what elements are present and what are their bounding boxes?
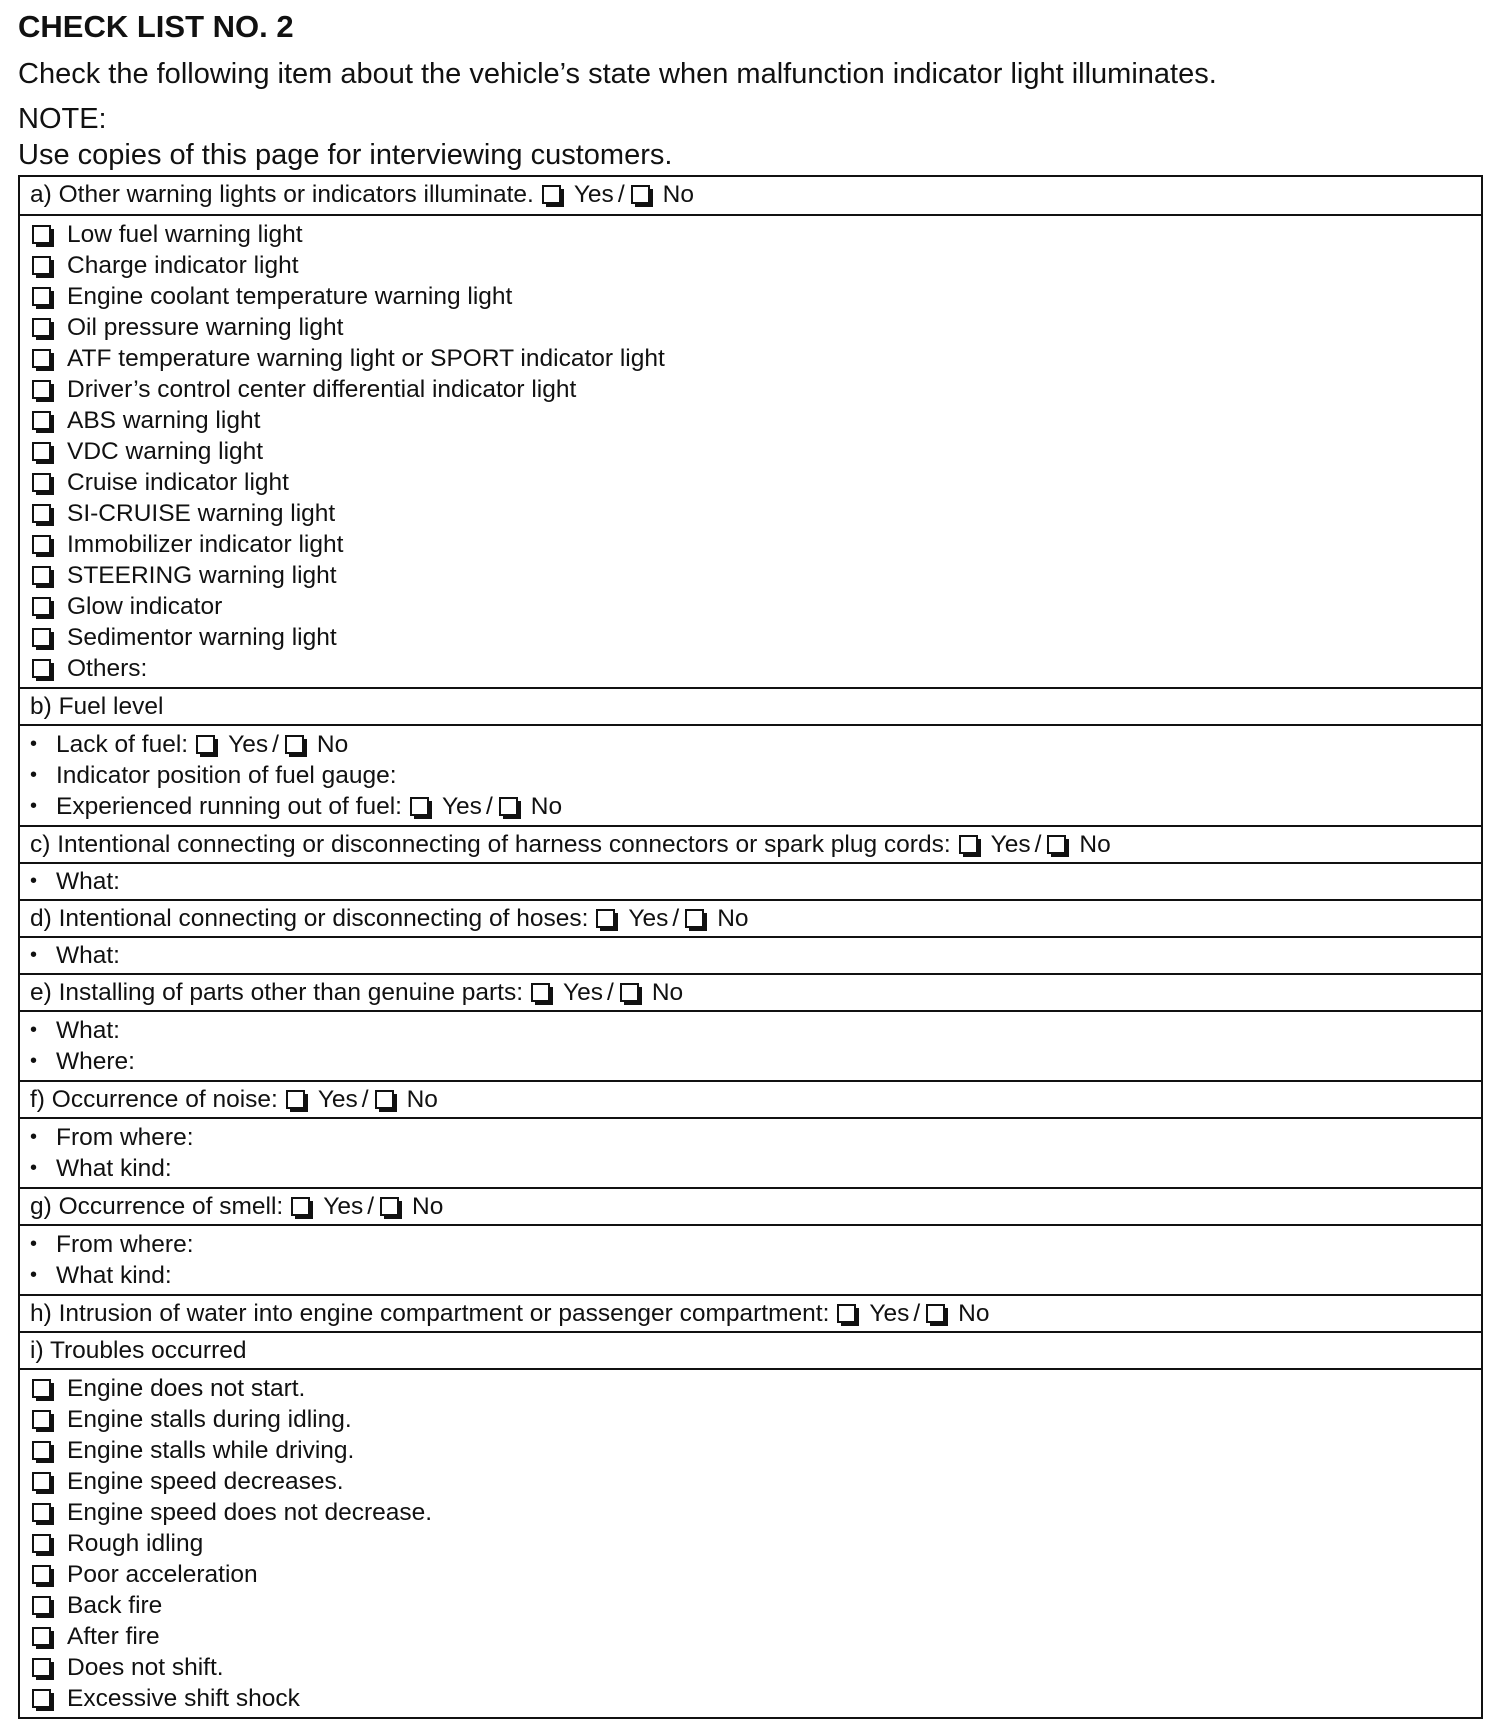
- checkbox[interactable]: [32, 287, 51, 306]
- checkbox[interactable]: [32, 1472, 51, 1491]
- checklist-page: [18, 8, 1488, 173]
- list-item[interactable]: [30, 1435, 1481, 1466]
- bullet-icon: •: [30, 764, 38, 786]
- section-g-title: g) Occurrence of smell:: [30, 1193, 284, 1220]
- list-item[interactable]: [30, 1404, 1481, 1435]
- list-item[interactable]: [30, 529, 1481, 560]
- no-label: No: [316, 731, 349, 758]
- what-line: [30, 866, 1481, 897]
- note-label: NOTE:: [18, 103, 107, 135]
- yes-label: Yes: [573, 181, 614, 208]
- section-i-header: [20, 1331, 1481, 1368]
- item-label: STEERING warning light: [67, 562, 337, 589]
- intro-text: Check the following item about the vehicle’s state when malfunction indicator light illuminates.: [18, 58, 1217, 90]
- ran-out-of-fuel-line: [30, 791, 1481, 822]
- bullet-icon: •: [30, 795, 38, 817]
- section-h-yes-checkbox[interactable]: [837, 1304, 856, 1323]
- section-g-header: [20, 1187, 1481, 1224]
- checklist-table: [18, 175, 1483, 1719]
- list-item[interactable]: [30, 467, 1481, 498]
- list-item[interactable]: [30, 1590, 1481, 1621]
- section-a-title: a) Other warning lights or indicators illuminate.: [30, 181, 534, 208]
- ran-out-no-checkbox[interactable]: [499, 797, 518, 816]
- section-i-title: i) Troubles occurred: [30, 1337, 247, 1364]
- slash-separator: /: [485, 793, 493, 820]
- what-kind-label: What kind:: [56, 1155, 172, 1182]
- section-d-items: [20, 936, 1481, 973]
- no-label: No: [530, 793, 563, 820]
- section-e-items: [20, 1010, 1481, 1080]
- section-h-title: h) Intrusion of water into engine compartment or passenger compartment:: [30, 1300, 830, 1327]
- list-item[interactable]: [30, 1652, 1481, 1683]
- item-label: SI-CRUISE warning light: [67, 500, 336, 527]
- slash-separator: /: [913, 1300, 921, 1327]
- section-b-title: b) Fuel level: [30, 693, 164, 720]
- item-label: After fire: [67, 1623, 160, 1650]
- lack-of-fuel-no-checkbox[interactable]: [285, 735, 304, 754]
- section-a-yes-checkbox[interactable]: [542, 185, 561, 204]
- checkbox[interactable]: [32, 225, 51, 244]
- list-item[interactable]: [30, 653, 1481, 684]
- list-item[interactable]: [30, 312, 1481, 343]
- item-label: ABS warning light: [67, 407, 261, 434]
- from-where-line: [30, 1122, 1481, 1153]
- list-item[interactable]: [30, 498, 1481, 529]
- item-label: Engine coolant temperature warning light: [67, 283, 513, 310]
- list-item[interactable]: [30, 1559, 1481, 1590]
- what-line: [30, 1015, 1481, 1046]
- bullet-icon: •: [30, 1157, 38, 1179]
- bullet-icon: •: [30, 1126, 38, 1148]
- section-f-header: [20, 1080, 1481, 1117]
- list-item[interactable]: [30, 1621, 1481, 1652]
- item-label: Driver’s control center differential indicator light: [67, 376, 577, 403]
- no-label: No: [412, 1193, 444, 1220]
- section-i-items: [20, 1368, 1481, 1717]
- item-label: Engine speed decreases.: [67, 1468, 344, 1495]
- no-label: No: [717, 905, 749, 932]
- section-h-no-checkbox[interactable]: [926, 1304, 945, 1323]
- checkbox[interactable]: [32, 411, 51, 430]
- checkbox[interactable]: [32, 504, 51, 523]
- section-d-title: d) Intentional connecting or disconnecting of hoses:: [30, 905, 589, 932]
- list-item[interactable]: [30, 1373, 1481, 1404]
- section-a-items: [20, 214, 1481, 687]
- section-e-yes-checkbox[interactable]: [531, 983, 550, 1002]
- checkbox[interactable]: [32, 1534, 51, 1553]
- item-label: VDC warning light: [67, 438, 264, 465]
- list-item[interactable]: [30, 560, 1481, 591]
- section-a-header: [20, 177, 1481, 214]
- bullet-icon: •: [30, 733, 38, 755]
- bullet-icon: •: [30, 1264, 38, 1286]
- where-label: Where:: [56, 1048, 135, 1075]
- section-d-yes-checkbox[interactable]: [596, 909, 615, 928]
- slash-separator: /: [1034, 831, 1042, 858]
- bullet-icon: •: [30, 944, 38, 966]
- yes-label: Yes: [228, 731, 269, 758]
- section-c-items: [20, 862, 1481, 899]
- bullet-icon: •: [30, 870, 38, 892]
- lack-of-fuel-label: Lack of fuel:: [56, 731, 189, 758]
- section-d-header: [20, 899, 1481, 936]
- from-where-line: [30, 1229, 1481, 1260]
- checkbox[interactable]: [32, 659, 51, 678]
- slash-separator: /: [272, 731, 279, 758]
- slash-separator: /: [672, 905, 680, 932]
- bullet-icon: •: [30, 1233, 38, 1255]
- indicator-position-label: Indicator position of fuel gauge:: [56, 762, 397, 789]
- list-item[interactable]: [30, 1466, 1481, 1497]
- section-c-title: c) Intentional connecting or disconnecting of harness connectors or spark plug cords:: [30, 831, 951, 858]
- checkbox[interactable]: [32, 1689, 51, 1708]
- section-b-items: [20, 724, 1481, 825]
- from-where-label: From where:: [56, 1124, 194, 1151]
- no-label: No: [662, 181, 694, 208]
- section-g-items: [20, 1224, 1481, 1294]
- no-label: No: [406, 1086, 438, 1113]
- slash-separator: /: [361, 1086, 369, 1113]
- no-label: No: [958, 1300, 990, 1327]
- note-text: Use copies of this page for interviewing customers.: [18, 139, 673, 171]
- yes-label: Yes: [323, 1193, 364, 1220]
- list-item[interactable]: [30, 343, 1481, 374]
- section-f-title: f) Occurrence of noise:: [30, 1086, 278, 1113]
- list-item[interactable]: [30, 622, 1481, 653]
- section-b-header: [20, 687, 1481, 724]
- section-e-header: [20, 973, 1481, 1010]
- what-label: What:: [56, 942, 120, 969]
- section-f-no-checkbox[interactable]: [375, 1090, 394, 1109]
- what-label: What:: [56, 1017, 120, 1044]
- yes-label: Yes: [317, 1086, 358, 1113]
- section-c-header: [20, 825, 1481, 862]
- list-item[interactable]: [30, 1528, 1481, 1559]
- checkbox[interactable]: [32, 1410, 51, 1429]
- what-kind-label: What kind:: [56, 1262, 172, 1289]
- section-a-no-checkbox[interactable]: [631, 185, 650, 204]
- section-f-items: [20, 1117, 1481, 1187]
- list-item[interactable]: [30, 1683, 1481, 1714]
- checkbox[interactable]: [32, 318, 51, 337]
- section-h-header: [20, 1294, 1481, 1331]
- section-f-yes-checkbox[interactable]: [286, 1090, 305, 1109]
- lack-of-fuel-yes-checkbox[interactable]: [196, 735, 215, 754]
- bullet-icon: •: [30, 1050, 38, 1072]
- checkbox[interactable]: [32, 473, 51, 492]
- yes-label: Yes: [990, 831, 1031, 858]
- checkbox[interactable]: [32, 349, 51, 368]
- checkbox[interactable]: [32, 628, 51, 647]
- item-label: Engine does not start.: [67, 1375, 306, 1402]
- slash-separator: /: [617, 181, 625, 208]
- from-where-label: From where:: [56, 1231, 194, 1258]
- indicator-position-line: [30, 760, 1481, 791]
- where-line: [30, 1046, 1481, 1077]
- checkbox[interactable]: [32, 566, 51, 585]
- item-label: Back fire: [67, 1592, 163, 1619]
- item-label: Others:: [67, 655, 148, 682]
- checkbox[interactable]: [32, 597, 51, 616]
- lack-of-fuel-line: [30, 729, 1481, 760]
- item-label: Engine speed does not decrease.: [67, 1499, 433, 1526]
- checkbox[interactable]: [32, 1379, 51, 1398]
- section-g-no-checkbox[interactable]: [380, 1197, 399, 1216]
- checkbox[interactable]: [32, 256, 51, 275]
- item-label: Immobilizer indicator light: [67, 531, 344, 558]
- item-label: Cruise indicator light: [67, 469, 289, 496]
- yes-label: Yes: [628, 905, 669, 932]
- list-item[interactable]: [30, 591, 1481, 622]
- list-item[interactable]: [30, 1497, 1481, 1528]
- checkbox[interactable]: [32, 1441, 51, 1460]
- list-item[interactable]: [30, 219, 1481, 250]
- checkbox[interactable]: [32, 1627, 51, 1646]
- section-c-no-checkbox[interactable]: [1047, 835, 1066, 854]
- ran-out-yes-checkbox[interactable]: [410, 797, 429, 816]
- section-d-no-checkbox[interactable]: [685, 909, 704, 928]
- item-label: Engine stalls while driving.: [67, 1437, 355, 1464]
- yes-label: Yes: [563, 979, 603, 1006]
- section-g-yes-checkbox[interactable]: [291, 1197, 310, 1216]
- section-e-title: e) Installing of parts other than genuine parts:: [30, 979, 524, 1006]
- what-label: What:: [56, 868, 120, 895]
- item-label: Oil pressure warning light: [67, 314, 344, 341]
- what-kind-line: [30, 1153, 1481, 1184]
- item-label: Glow indicator: [67, 593, 223, 620]
- item-label: Charge indicator light: [67, 252, 299, 279]
- list-item[interactable]: [30, 374, 1481, 405]
- checkbox[interactable]: [32, 1658, 51, 1677]
- item-label: Does not shift.: [67, 1654, 224, 1681]
- list-item[interactable]: [30, 405, 1481, 436]
- item-label: Engine stalls during idling.: [67, 1406, 352, 1433]
- list-item[interactable]: [30, 436, 1481, 467]
- page-title: CHECK LIST NO. 2: [18, 9, 294, 44]
- no-label: No: [651, 979, 684, 1006]
- no-label: No: [1079, 831, 1111, 858]
- checkbox[interactable]: [32, 535, 51, 554]
- what-line: [30, 940, 1481, 971]
- item-label: ATF temperature warning light or SPORT indicator light: [67, 345, 665, 372]
- section-e-no-checkbox[interactable]: [620, 983, 639, 1002]
- item-label: Low fuel warning light: [67, 221, 303, 248]
- what-kind-line: [30, 1260, 1481, 1291]
- slash-separator: /: [367, 1193, 375, 1220]
- item-label: Rough idling: [67, 1530, 204, 1557]
- checkbox[interactable]: [32, 1596, 51, 1615]
- checkbox[interactable]: [32, 1565, 51, 1584]
- ran-out-of-fuel-label: Experienced running out of fuel:: [56, 793, 402, 820]
- checkbox[interactable]: [32, 1503, 51, 1522]
- item-label: Sedimentor warning light: [67, 624, 337, 651]
- checkbox[interactable]: [32, 442, 51, 461]
- bullet-icon: •: [30, 1019, 38, 1041]
- slash-separator: /: [607, 979, 614, 1006]
- yes-label: Yes: [869, 1300, 910, 1327]
- yes-label: Yes: [441, 793, 482, 820]
- item-label: Excessive shift shock: [67, 1685, 300, 1712]
- list-item[interactable]: [30, 250, 1481, 281]
- list-item[interactable]: [30, 281, 1481, 312]
- item-label: Poor acceleration: [67, 1561, 258, 1588]
- checkbox[interactable]: [32, 380, 51, 399]
- section-c-yes-checkbox[interactable]: [959, 835, 978, 854]
